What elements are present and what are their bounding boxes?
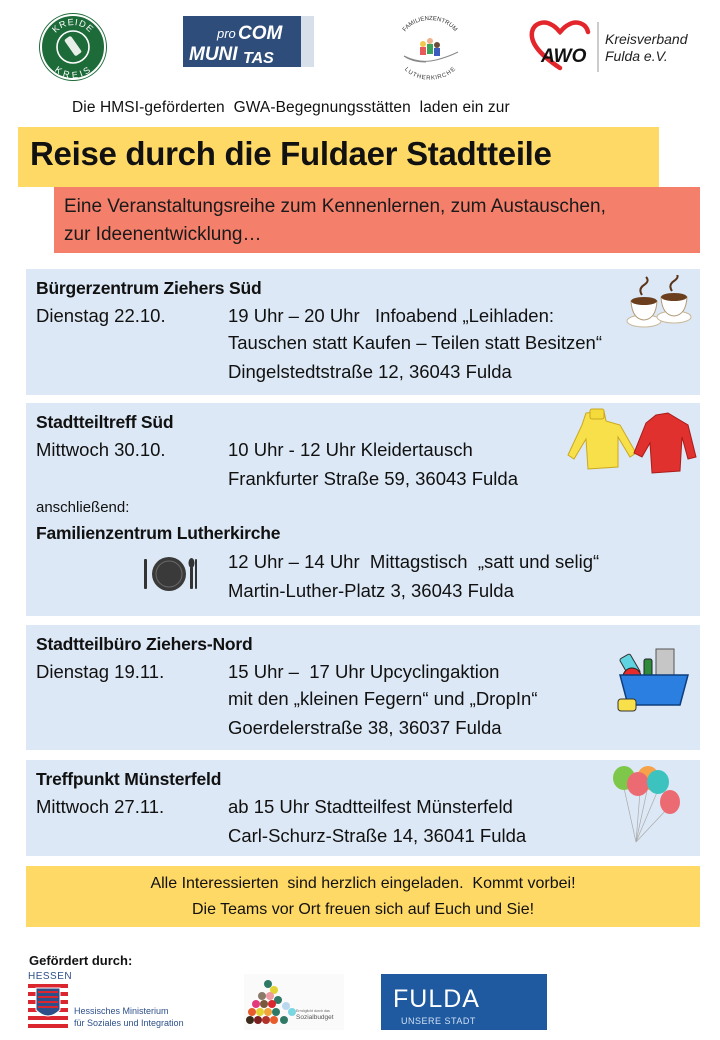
event-date: Mittwoch 27.11. <box>36 796 165 817</box>
hessen-ministry-line-2: für Soziales und Integration <box>74 1018 184 1028</box>
familienzentrum-text: FAMILIENZENTRUM <box>402 15 458 33</box>
awo-logo <box>528 18 698 74</box>
event-card-buergerzentrum <box>26 269 700 395</box>
kreis-text: KREIS <box>53 64 93 78</box>
clothes-icon <box>564 407 700 477</box>
event-address: Dingelstedtstraße 12, 36043 Fulda <box>228 361 512 382</box>
balloons-icon <box>612 764 684 850</box>
event-card-stadtteilbuero-ziehers-nord <box>26 625 700 750</box>
event-description: mit den „kleinen Fegern“ und „DropIn“ <box>228 688 538 709</box>
page-title: Reise durch die Fuldaer Stadtteile <box>30 135 552 172</box>
event-time-description: 19 Uhr – 20 Uhr Infoabend „Leihladen: <box>228 305 555 326</box>
sozialbudget-logo <box>244 974 344 1030</box>
awo-mark: AWO <box>541 46 587 67</box>
event-time-description: ab 15 Uhr Stadtteilfest Münsterfeld <box>228 796 513 817</box>
event-venue: Stadtteiltreff Süd <box>36 412 174 432</box>
invitation-banner <box>26 866 700 927</box>
event-description: Tauschen statt Kaufen – Teilen statt Besitzen“ <box>228 332 602 353</box>
event-venue: Treffpunkt Münsterfeld <box>36 769 222 789</box>
subtitle-line-2: zur Ideenentwicklung… <box>64 224 262 245</box>
sozialbudget-name: Sozialbudget <box>296 1014 334 1021</box>
hessen-text: HESSEN <box>28 971 73 982</box>
event-card-treffpunkt-muensterfeld <box>26 760 700 856</box>
intro-text: Die HMSI-geförderten GWA-Begegnungsstätten laden ein zur <box>72 99 510 116</box>
subtitle-banner <box>54 187 700 253</box>
subtitle <box>64 193 606 249</box>
awo-kreisverband: Kreisverband <box>605 31 688 47</box>
event-venue: Stadtteilbüro Ziehers-Nord <box>36 634 253 654</box>
com-text: COM <box>238 23 283 44</box>
funded-by-label: Gefördert durch: <box>29 953 133 968</box>
lutherkirche-text: LUTHERKIRCHE <box>403 66 457 82</box>
svg-text:KREIDE <box>50 17 96 35</box>
hessen-ministry-line-1: Hessisches Ministerium <box>74 1006 169 1016</box>
sozialbudget-small: Ermöglicht durch das <box>296 1009 330 1013</box>
recycling-bin-icon <box>616 647 692 717</box>
muni-text: MUNI <box>189 44 238 65</box>
event-card-stadtteiltreff-sued <box>26 403 700 616</box>
followup-time-description: 12 Uhr – 14 Uhr Mittagstisch „satt und selig“ <box>228 551 600 572</box>
plate-cutlery-icon <box>138 553 200 593</box>
pro-text: pro <box>217 26 236 41</box>
event-date: Mittwoch 30.10. <box>36 439 166 460</box>
kreide-text: KREIDE <box>50 16 96 35</box>
invitation-line-2: Die Teams vor Ort freuen sich auf Euch und Sie! <box>191 901 535 918</box>
fulda-city-logo <box>381 974 547 1030</box>
event-address: Frankfurter Straße 59, 36043 Fulda <box>228 468 518 489</box>
title-banner <box>18 127 659 187</box>
event-address: Goerdelerstraße 38, 36037 Fulda <box>228 717 502 738</box>
svg-text:FAMILIENZENTRUM <box>402 16 458 33</box>
event-time-description: 10 Uhr - 12 Uhr Kleidertausch <box>228 439 473 460</box>
followup-venue: Familienzentrum Lutherkirche <box>36 523 281 543</box>
event-date: Dienstag 19.11. <box>36 661 165 682</box>
followup-label: anschließend: <box>36 499 130 516</box>
awo-fulda: Fulda e.V. <box>605 48 668 64</box>
tas-text: TAS <box>243 50 274 67</box>
followup-address: Martin-Luther-Platz 3, 36043 Fulda <box>228 580 514 601</box>
pro-communitas-logo <box>183 16 314 67</box>
invitation-line-1: Alle Interessierten sind herzlich eingeladen. Kommt vorbei! <box>150 875 576 892</box>
event-address: Carl-Schurz-Straße 14, 36041 Fulda <box>228 825 527 846</box>
hessen-ministry-logo <box>28 970 198 1032</box>
coffee-cups-icon <box>624 275 696 331</box>
fulda-tagline: UNSERE STADT <box>401 1016 476 1026</box>
event-venue: Bürgerzentrum Ziehers Süd <box>36 278 262 298</box>
fulda-name: FULDA <box>393 985 480 1013</box>
kreide-kreis-logo <box>40 14 106 80</box>
event-date: Dienstag 22.10. <box>36 305 166 326</box>
svg-text:LUTHERKIRCHE <box>403 67 457 82</box>
familienzentrum-logo <box>390 12 470 82</box>
event-time-description: 15 Uhr – 17 Uhr Upcyclingaktion <box>228 661 500 682</box>
subtitle-line-1: Eine Veranstaltungsreihe zum Kennenlernen, zum Austauschen, <box>64 196 606 217</box>
svg-text:KREIS <box>53 64 93 78</box>
